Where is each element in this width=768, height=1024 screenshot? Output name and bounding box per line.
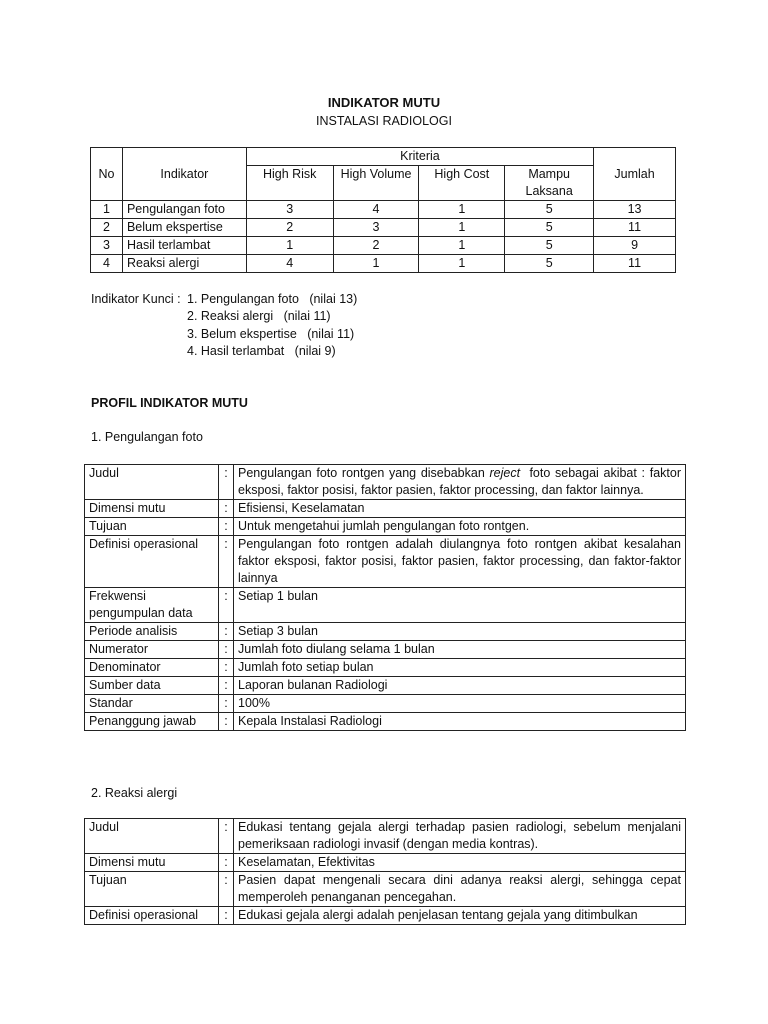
cell-jumlah: 11 — [594, 219, 676, 237]
cell-high-risk: 3 — [246, 201, 333, 219]
header-mampu-laksana: Mampu Laksana — [505, 166, 594, 201]
cell-mampu-laksana: 5 — [505, 219, 594, 237]
cell-jumlah: 11 — [594, 255, 676, 273]
cell-mampu-laksana: 5 — [505, 255, 594, 273]
cell-high-volume: 3 — [333, 219, 419, 237]
judul-text: Pengulangan foto rontgen yang disebabkan — [238, 466, 490, 480]
row-label: Judul — [85, 819, 219, 854]
kunci-label: Indikator Kunci : — [91, 292, 181, 306]
kunci-item: 4. Hasil terlambat (nilai 9) — [187, 343, 336, 358]
header-high-volume: High Volume — [333, 166, 419, 201]
row-value: Pengulangan foto rontgen adalah diulangnya foto rontgen akibat kesalahan faktor eksposi, faktor posisi, faktor pasien, faktor processing, dan faktor-faktor lainnya — [234, 536, 686, 588]
row-label: Periode analisis — [85, 623, 219, 641]
cell-no: 1 — [91, 201, 123, 219]
row-value: 100% — [234, 695, 686, 713]
table-row — [85, 819, 686, 854]
row-value: Keselamatan, Efektivitas — [234, 854, 686, 872]
row-value: Edukasi tentang gejala alergi terhadap pasien radiologi, sebelum menjalani pemeriksaan radiologi invasif (dengan media kontras). — [234, 819, 686, 854]
row-label: Dimensi mutu — [85, 500, 219, 518]
row-label: Sumber data — [85, 677, 219, 695]
cell-no: 3 — [91, 237, 123, 255]
profil-2-heading: 2. Reaksi alergi — [91, 786, 178, 800]
cell-high-cost: 1 — [419, 255, 505, 273]
row-value: Edukasi gejala alergi adalah penjelasan tentang gejala yang ditimbulkan — [234, 907, 686, 925]
row-value: Kepala Instalasi Radiologi — [234, 713, 686, 731]
indikator-table — [90, 147, 676, 273]
table-row — [85, 659, 686, 677]
cell-indikator: Reaksi alergi — [122, 255, 246, 273]
table-row — [85, 465, 686, 500]
row-label: Numerator — [85, 641, 219, 659]
row-sep: : — [219, 465, 234, 500]
profil-1-heading: 1. Pengulangan foto — [91, 430, 203, 444]
table-row — [91, 255, 676, 273]
kunci-item: 1. Pengulangan foto (nilai 13) — [187, 292, 358, 306]
profil-heading: PROFIL INDIKATOR MUTU — [91, 396, 248, 410]
cell-jumlah: 13 — [594, 201, 676, 219]
header-indikator: Indikator — [122, 148, 246, 201]
cell-indikator: Hasil terlambat — [122, 237, 246, 255]
document-title: INDIKATOR MUTU — [327, 95, 441, 110]
row-value: Jumlah foto setiap bulan — [234, 659, 686, 677]
table-header-row — [91, 148, 676, 166]
row-value: Setiap 3 bulan — [234, 623, 686, 641]
row-sep: : — [219, 588, 234, 623]
cell-high-risk: 4 — [246, 255, 333, 273]
kunci-item: 3. Belum ekspertise (nilai 11) — [187, 326, 355, 341]
cell-high-risk: 1 — [246, 237, 333, 255]
row-value: Pasien dapat mengenali secara dini adanya reaksi alergi, sehingga cepat memperoleh penanganan pencegahan. — [234, 872, 686, 907]
table-row — [85, 536, 686, 588]
row-label: Standar — [85, 695, 219, 713]
judul-emphasis: reject — [489, 466, 521, 480]
row-sep: : — [219, 641, 234, 659]
row-sep: : — [219, 677, 234, 695]
row-sep: : — [219, 518, 234, 536]
cell-mampu-laksana: 5 — [505, 201, 594, 219]
row-sep: : — [219, 907, 234, 925]
cell-no: 2 — [91, 219, 123, 237]
profil-1-table — [84, 464, 686, 731]
table-row — [91, 219, 676, 237]
cell-high-cost: 1 — [419, 219, 505, 237]
table-row — [85, 623, 686, 641]
row-label: Tujuan — [85, 872, 219, 907]
cell-jumlah: 9 — [594, 237, 676, 255]
cell-no: 4 — [91, 255, 123, 273]
cell-indikator: Pengulangan foto — [122, 201, 246, 219]
header-kriteria: Kriteria — [246, 148, 593, 166]
row-label: Denominator — [85, 659, 219, 677]
row-sep: : — [219, 854, 234, 872]
row-label: Judul — [85, 465, 219, 500]
row-sep: : — [219, 872, 234, 907]
profil-2-table — [84, 818, 686, 925]
row-label: Frekwensi pengumpulan data — [85, 588, 219, 623]
row-sep: : — [219, 500, 234, 518]
cell-high-volume: 2 — [333, 237, 419, 255]
table-row — [85, 518, 686, 536]
cell-high-volume: 4 — [333, 201, 419, 219]
table-row — [85, 641, 686, 659]
table-row — [85, 872, 686, 907]
row-value: Efisiensi, Keselamatan — [234, 500, 686, 518]
row-label: Tujuan — [85, 518, 219, 536]
table-row — [85, 713, 686, 731]
row-sep: : — [219, 623, 234, 641]
cell-high-risk: 2 — [246, 219, 333, 237]
table-row — [85, 854, 686, 872]
row-value: Untuk mengetahui jumlah pengulangan foto rontgen. — [234, 518, 686, 536]
header-high-cost: High Cost — [419, 166, 505, 201]
row-value: Jumlah foto diulang selama 1 bulan — [234, 641, 686, 659]
row-label: Definisi operasional — [85, 907, 219, 925]
row-label: Penanggung jawab — [85, 713, 219, 731]
row-value — [234, 465, 686, 500]
row-sep: : — [219, 536, 234, 588]
header-jumlah: Jumlah — [594, 148, 676, 201]
row-sep: : — [219, 713, 234, 731]
kunci-item: 2. Reaksi alergi (nilai 11) — [187, 309, 331, 324]
row-label: Definisi operasional — [85, 536, 219, 588]
indikator-kunci — [91, 291, 357, 360]
table-row — [85, 695, 686, 713]
table-row — [85, 500, 686, 518]
cell-mampu-laksana: 5 — [505, 237, 594, 255]
cell-indikator: Belum ekspertise — [122, 219, 246, 237]
header-no: No — [91, 148, 123, 201]
row-sep: : — [219, 695, 234, 713]
table-row — [85, 588, 686, 623]
row-value: Laporan bulanan Radiologi — [234, 677, 686, 695]
table-row — [91, 237, 676, 255]
cell-high-volume: 1 — [333, 255, 419, 273]
header-high-risk: High Risk — [246, 166, 333, 201]
table-row — [91, 201, 676, 219]
judul-text-end: foto sebagai akibat : faktor eksposi, faktor posisi, faktor pasien, faktor processing, dan faktor lainnya. — [238, 466, 685, 497]
row-sep: : — [219, 819, 234, 854]
cell-high-cost: 1 — [419, 201, 505, 219]
cell-high-cost: 1 — [419, 237, 505, 255]
document-subtitle: INSTALASI RADIOLOGI — [316, 114, 452, 128]
table-row — [85, 907, 686, 925]
row-label: Dimensi mutu — [85, 854, 219, 872]
table-row — [85, 677, 686, 695]
row-value: Setiap 1 bulan — [234, 588, 686, 623]
row-sep: : — [219, 659, 234, 677]
